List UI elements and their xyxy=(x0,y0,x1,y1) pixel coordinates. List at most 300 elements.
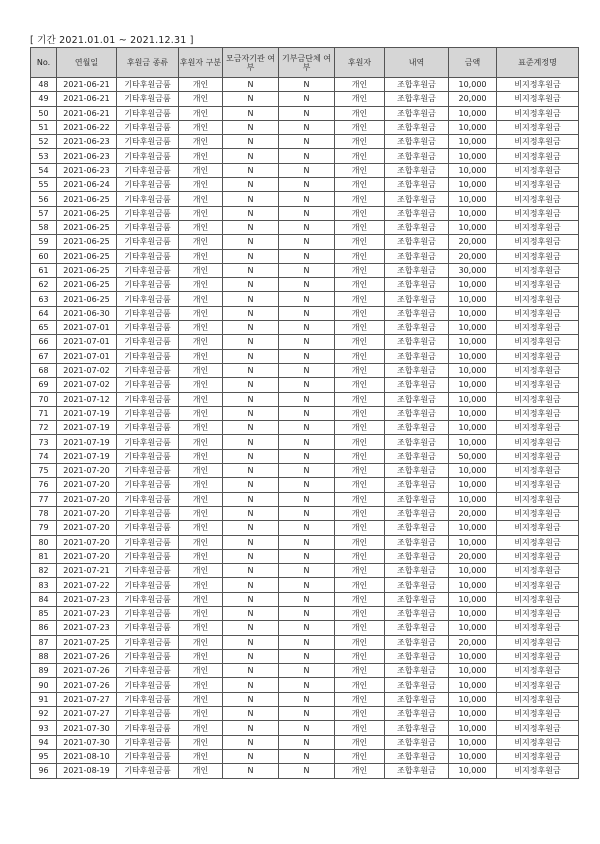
cell-details: 조합후원금 xyxy=(385,449,449,463)
cell-fundraiser-org: N xyxy=(223,263,279,277)
cell-donor: 개인 xyxy=(335,278,385,292)
cell-account-name: 비지정후원금 xyxy=(497,263,579,277)
cell-fundraiser-org: N xyxy=(223,521,279,535)
cell-donation-group: N xyxy=(279,692,335,706)
cell-fundraiser-org: N xyxy=(223,735,279,749)
cell-amount: 10,000 xyxy=(449,335,497,349)
cell-date: 2021-07-01 xyxy=(57,349,117,363)
cell-date: 2021-07-20 xyxy=(57,506,117,520)
cell-donation-type: 기타후원금품 xyxy=(117,235,179,249)
cell-no: 82 xyxy=(31,564,57,578)
header-no: No. xyxy=(31,48,57,78)
cell-donor-category: 개인 xyxy=(179,392,223,406)
cell-donor: 개인 xyxy=(335,606,385,620)
cell-fundraiser-org: N xyxy=(223,192,279,206)
cell-no: 73 xyxy=(31,435,57,449)
cell-no: 72 xyxy=(31,421,57,435)
cell-no: 84 xyxy=(31,592,57,606)
cell-amount: 10,000 xyxy=(449,521,497,535)
cell-details: 조합후원금 xyxy=(385,621,449,635)
cell-date: 2021-07-23 xyxy=(57,606,117,620)
cell-amount: 10,000 xyxy=(449,649,497,663)
cell-details: 조합후원금 xyxy=(385,235,449,249)
table-row xyxy=(31,749,579,763)
cell-fundraiser-org: N xyxy=(223,578,279,592)
cell-amount: 20,000 xyxy=(449,235,497,249)
cell-date: 2021-07-02 xyxy=(57,378,117,392)
cell-amount: 50,000 xyxy=(449,449,497,463)
cell-amount: 10,000 xyxy=(449,206,497,220)
cell-donation-group: N xyxy=(279,635,335,649)
cell-donation-group: N xyxy=(279,378,335,392)
cell-donation-group: N xyxy=(279,421,335,435)
cell-donor-category: 개인 xyxy=(179,749,223,763)
cell-donation-type: 기타후원금품 xyxy=(117,635,179,649)
cell-donation-group: N xyxy=(279,349,335,363)
cell-date: 2021-06-25 xyxy=(57,235,117,249)
cell-details: 조합후원금 xyxy=(385,135,449,149)
cell-donation-group: N xyxy=(279,163,335,177)
cell-donor: 개인 xyxy=(335,106,385,120)
cell-fundraiser-org: N xyxy=(223,564,279,578)
cell-account-name: 비지정후원금 xyxy=(497,178,579,192)
cell-fundraiser-org: N xyxy=(223,106,279,120)
cell-no: 49 xyxy=(31,92,57,106)
cell-donor-category: 개인 xyxy=(179,735,223,749)
table-row xyxy=(31,621,579,635)
cell-date: 2021-07-02 xyxy=(57,363,117,377)
cell-fundraiser-org: N xyxy=(223,406,279,420)
cell-details: 조합후원금 xyxy=(385,521,449,535)
cell-fundraiser-org: N xyxy=(223,592,279,606)
cell-donor: 개인 xyxy=(335,335,385,349)
cell-donor: 개인 xyxy=(335,592,385,606)
cell-donor-category: 개인 xyxy=(179,220,223,234)
cell-amount: 10,000 xyxy=(449,363,497,377)
cell-account-name: 비지정후원금 xyxy=(497,492,579,506)
cell-donor-category: 개인 xyxy=(179,306,223,320)
cell-donor-category: 개인 xyxy=(179,721,223,735)
cell-fundraiser-org: N xyxy=(223,621,279,635)
cell-details: 조합후원금 xyxy=(385,206,449,220)
cell-amount: 20,000 xyxy=(449,249,497,263)
cell-fundraiser-org: N xyxy=(223,392,279,406)
cell-donation-type: 기타후원금품 xyxy=(117,492,179,506)
table-row xyxy=(31,292,579,306)
cell-donation-type: 기타후원금품 xyxy=(117,578,179,592)
cell-details: 조합후원금 xyxy=(385,506,449,520)
cell-donation-type: 기타후원금품 xyxy=(117,464,179,478)
cell-details: 조합후원금 xyxy=(385,178,449,192)
cell-details: 조합후원금 xyxy=(385,492,449,506)
cell-account-name: 비지정후원금 xyxy=(497,163,579,177)
cell-no: 62 xyxy=(31,278,57,292)
cell-donation-type: 기타후원금품 xyxy=(117,392,179,406)
cell-donation-group: N xyxy=(279,306,335,320)
cell-donation-group: N xyxy=(279,578,335,592)
cell-account-name: 비지정후원금 xyxy=(497,606,579,620)
cell-donor-category: 개인 xyxy=(179,564,223,578)
cell-donor: 개인 xyxy=(335,349,385,363)
cell-account-name: 비지정후원금 xyxy=(497,635,579,649)
cell-amount: 10,000 xyxy=(449,464,497,478)
cell-donation-group: N xyxy=(279,492,335,506)
cell-details: 조합후원금 xyxy=(385,321,449,335)
cell-account-name: 비지정후원금 xyxy=(497,363,579,377)
cell-donation-type: 기타후원금품 xyxy=(117,421,179,435)
table-row xyxy=(31,249,579,263)
cell-donation-type: 기타후원금품 xyxy=(117,321,179,335)
cell-account-name: 비지정후원금 xyxy=(497,292,579,306)
table-row xyxy=(31,649,579,663)
cell-donor: 개인 xyxy=(335,764,385,778)
cell-account-name: 비지정후원금 xyxy=(497,306,579,320)
cell-date: 2021-07-21 xyxy=(57,564,117,578)
cell-amount: 10,000 xyxy=(449,606,497,620)
cell-no: 81 xyxy=(31,549,57,563)
cell-details: 조합후원금 xyxy=(385,192,449,206)
cell-donation-type: 기타후원금품 xyxy=(117,78,179,92)
cell-account-name: 비지정후원금 xyxy=(497,521,579,535)
cell-date: 2021-07-19 xyxy=(57,406,117,420)
cell-donor: 개인 xyxy=(335,163,385,177)
cell-date: 2021-07-20 xyxy=(57,535,117,549)
table-row xyxy=(31,263,579,277)
cell-amount: 10,000 xyxy=(449,578,497,592)
cell-donation-group: N xyxy=(279,206,335,220)
cell-amount: 10,000 xyxy=(449,707,497,721)
cell-no: 50 xyxy=(31,106,57,120)
cell-donation-type: 기타후원금품 xyxy=(117,92,179,106)
cell-donor-category: 개인 xyxy=(179,206,223,220)
cell-fundraiser-org: N xyxy=(223,163,279,177)
cell-fundraiser-org: N xyxy=(223,721,279,735)
table-row xyxy=(31,349,579,363)
cell-details: 조합후원금 xyxy=(385,606,449,620)
cell-donor-category: 개인 xyxy=(179,263,223,277)
cell-account-name: 비지정후원금 xyxy=(497,735,579,749)
cell-amount: 10,000 xyxy=(449,178,497,192)
cell-donation-group: N xyxy=(279,220,335,234)
cell-donation-group: N xyxy=(279,592,335,606)
cell-donor-category: 개인 xyxy=(179,764,223,778)
cell-donation-type: 기타후원금품 xyxy=(117,349,179,363)
cell-donor-category: 개인 xyxy=(179,149,223,163)
cell-date: 2021-07-30 xyxy=(57,735,117,749)
cell-donation-type: 기타후원금품 xyxy=(117,263,179,277)
cell-amount: 10,000 xyxy=(449,478,497,492)
cell-donation-group: N xyxy=(279,235,335,249)
cell-fundraiser-org: N xyxy=(223,220,279,234)
cell-donor-category: 개인 xyxy=(179,535,223,549)
cell-no: 51 xyxy=(31,120,57,134)
cell-donation-type: 기타후원금품 xyxy=(117,649,179,663)
cell-donor-category: 개인 xyxy=(179,506,223,520)
table-row xyxy=(31,178,579,192)
cell-donation-group: N xyxy=(279,521,335,535)
cell-no: 79 xyxy=(31,521,57,535)
cell-no: 66 xyxy=(31,335,57,349)
cell-date: 2021-08-19 xyxy=(57,764,117,778)
cell-account-name: 비지정후원금 xyxy=(497,249,579,263)
cell-donation-type: 기타후원금품 xyxy=(117,206,179,220)
cell-details: 조합후원금 xyxy=(385,664,449,678)
cell-no: 68 xyxy=(31,363,57,377)
cell-date: 2021-07-01 xyxy=(57,321,117,335)
cell-donor: 개인 xyxy=(335,492,385,506)
cell-account-name: 비지정후원금 xyxy=(497,721,579,735)
cell-donation-group: N xyxy=(279,735,335,749)
cell-donor-category: 개인 xyxy=(179,521,223,535)
header-account-name: 표준계정명 xyxy=(497,48,579,78)
cell-date: 2021-07-20 xyxy=(57,478,117,492)
cell-amount: 10,000 xyxy=(449,120,497,134)
cell-donation-group: N xyxy=(279,321,335,335)
cell-account-name: 비지정후원금 xyxy=(497,549,579,563)
cell-date: 2021-06-25 xyxy=(57,249,117,263)
cell-details: 조합후원금 xyxy=(385,120,449,134)
header-donor: 후원자 xyxy=(335,48,385,78)
cell-donation-type: 기타후원금품 xyxy=(117,749,179,763)
cell-details: 조합후원금 xyxy=(385,149,449,163)
cell-donation-type: 기타후원금품 xyxy=(117,278,179,292)
cell-no: 60 xyxy=(31,249,57,263)
cell-no: 48 xyxy=(31,78,57,92)
cell-donor-category: 개인 xyxy=(179,106,223,120)
table-row xyxy=(31,363,579,377)
cell-fundraiser-org: N xyxy=(223,707,279,721)
cell-details: 조합후원금 xyxy=(385,635,449,649)
cell-date: 2021-07-19 xyxy=(57,421,117,435)
cell-no: 90 xyxy=(31,678,57,692)
table-row xyxy=(31,149,579,163)
cell-donation-group: N xyxy=(279,406,335,420)
cell-donor-category: 개인 xyxy=(179,378,223,392)
cell-amount: 10,000 xyxy=(449,106,497,120)
cell-details: 조합후원금 xyxy=(385,735,449,749)
cell-no: 63 xyxy=(31,292,57,306)
cell-details: 조합후원금 xyxy=(385,707,449,721)
cell-account-name: 비지정후원금 xyxy=(497,535,579,549)
cell-amount: 10,000 xyxy=(449,764,497,778)
cell-fundraiser-org: N xyxy=(223,664,279,678)
cell-fundraiser-org: N xyxy=(223,535,279,549)
cell-details: 조합후원금 xyxy=(385,306,449,320)
cell-donation-group: N xyxy=(279,363,335,377)
cell-details: 조합후원금 xyxy=(385,749,449,763)
cell-donation-group: N xyxy=(279,435,335,449)
cell-amount: 10,000 xyxy=(449,278,497,292)
cell-fundraiser-org: N xyxy=(223,649,279,663)
cell-fundraiser-org: N xyxy=(223,678,279,692)
cell-donor-category: 개인 xyxy=(179,635,223,649)
cell-no: 83 xyxy=(31,578,57,592)
cell-amount: 10,000 xyxy=(449,392,497,406)
table-row xyxy=(31,449,579,463)
cell-date: 2021-07-23 xyxy=(57,621,117,635)
cell-date: 2021-06-25 xyxy=(57,220,117,234)
table-row xyxy=(31,306,579,320)
cell-date: 2021-06-30 xyxy=(57,306,117,320)
cell-amount: 10,000 xyxy=(449,621,497,635)
cell-details: 조합후원금 xyxy=(385,549,449,563)
cell-details: 조합후원금 xyxy=(385,421,449,435)
cell-donor-category: 개인 xyxy=(179,549,223,563)
header-donation-group: 기부금단체 여부 xyxy=(279,48,335,78)
cell-amount: 10,000 xyxy=(449,678,497,692)
header-amount: 금액 xyxy=(449,48,497,78)
cell-no: 69 xyxy=(31,378,57,392)
period-label: [ 기간 2021.01.01 ~ 2021.12.31 ] xyxy=(30,35,194,46)
cell-donor: 개인 xyxy=(335,506,385,520)
cell-date: 2021-06-23 xyxy=(57,135,117,149)
cell-account-name: 비지정후원금 xyxy=(497,335,579,349)
cell-no: 55 xyxy=(31,178,57,192)
cell-donation-group: N xyxy=(279,478,335,492)
cell-amount: 10,000 xyxy=(449,349,497,363)
donation-ledger-table xyxy=(30,47,579,779)
cell-donation-type: 기타후원금품 xyxy=(117,549,179,563)
cell-fundraiser-org: N xyxy=(223,206,279,220)
cell-donation-group: N xyxy=(279,535,335,549)
cell-donor-category: 개인 xyxy=(179,92,223,106)
cell-donor-category: 개인 xyxy=(179,606,223,620)
cell-donation-group: N xyxy=(279,564,335,578)
cell-donor-category: 개인 xyxy=(179,478,223,492)
table-row xyxy=(31,192,579,206)
cell-donation-group: N xyxy=(279,135,335,149)
header-donation-type: 후원금 종류 xyxy=(117,48,179,78)
table-row xyxy=(31,406,579,420)
cell-donation-group: N xyxy=(279,449,335,463)
cell-donation-group: N xyxy=(279,120,335,134)
cell-date: 2021-07-01 xyxy=(57,335,117,349)
cell-details: 조합후원금 xyxy=(385,249,449,263)
cell-donation-group: N xyxy=(279,678,335,692)
cell-details: 조합후원금 xyxy=(385,335,449,349)
cell-donation-type: 기타후원금품 xyxy=(117,764,179,778)
cell-no: 91 xyxy=(31,692,57,706)
cell-date: 2021-06-25 xyxy=(57,292,117,306)
cell-fundraiser-org: N xyxy=(223,135,279,149)
cell-donation-type: 기타후원금품 xyxy=(117,721,179,735)
cell-donation-group: N xyxy=(279,464,335,478)
cell-donation-type: 기타후원금품 xyxy=(117,163,179,177)
cell-donation-group: N xyxy=(279,664,335,678)
cell-donor-category: 개인 xyxy=(179,421,223,435)
cell-amount: 10,000 xyxy=(449,78,497,92)
cell-account-name: 비지정후원금 xyxy=(497,764,579,778)
cell-donor: 개인 xyxy=(335,564,385,578)
cell-amount: 20,000 xyxy=(449,549,497,563)
cell-donation-group: N xyxy=(279,292,335,306)
cell-donation-group: N xyxy=(279,278,335,292)
cell-fundraiser-org: N xyxy=(223,178,279,192)
cell-amount: 10,000 xyxy=(449,492,497,506)
table-row xyxy=(31,335,579,349)
cell-no: 94 xyxy=(31,735,57,749)
cell-date: 2021-07-27 xyxy=(57,707,117,721)
table-row xyxy=(31,521,579,535)
table-row xyxy=(31,478,579,492)
cell-account-name: 비지정후원금 xyxy=(497,649,579,663)
cell-date: 2021-07-26 xyxy=(57,678,117,692)
cell-date: 2021-07-19 xyxy=(57,449,117,463)
table-row xyxy=(31,549,579,563)
cell-donation-group: N xyxy=(279,249,335,263)
cell-account-name: 비지정후원금 xyxy=(497,206,579,220)
table-row xyxy=(31,664,579,678)
cell-account-name: 비지정후원금 xyxy=(497,106,579,120)
cell-donation-type: 기타후원금품 xyxy=(117,220,179,234)
cell-donor: 개인 xyxy=(335,692,385,706)
cell-fundraiser-org: N xyxy=(223,606,279,620)
cell-account-name: 비지정후원금 xyxy=(497,349,579,363)
cell-donation-group: N xyxy=(279,192,335,206)
cell-no: 80 xyxy=(31,535,57,549)
cell-account-name: 비지정후원금 xyxy=(497,92,579,106)
cell-details: 조합후원금 xyxy=(385,649,449,663)
cell-fundraiser-org: N xyxy=(223,292,279,306)
table-row xyxy=(31,321,579,335)
cell-details: 조합후원금 xyxy=(385,392,449,406)
cell-no: 52 xyxy=(31,135,57,149)
table-row xyxy=(31,278,579,292)
cell-no: 74 xyxy=(31,449,57,463)
cell-donor: 개인 xyxy=(335,220,385,234)
table-row xyxy=(31,421,579,435)
cell-donor-category: 개인 xyxy=(179,135,223,149)
cell-donation-group: N xyxy=(279,721,335,735)
cell-account-name: 비지정후원금 xyxy=(497,464,579,478)
cell-fundraiser-org: N xyxy=(223,449,279,463)
cell-donation-type: 기타후원금품 xyxy=(117,678,179,692)
cell-account-name: 비지정후원금 xyxy=(497,678,579,692)
cell-date: 2021-07-25 xyxy=(57,635,117,649)
cell-date: 2021-07-20 xyxy=(57,549,117,563)
cell-donor: 개인 xyxy=(335,621,385,635)
cell-donation-type: 기타후원금품 xyxy=(117,106,179,120)
cell-details: 조합후원금 xyxy=(385,163,449,177)
cell-date: 2021-08-10 xyxy=(57,749,117,763)
cell-details: 조합후원금 xyxy=(385,692,449,706)
cell-account-name: 비지정후원금 xyxy=(497,478,579,492)
cell-no: 76 xyxy=(31,478,57,492)
cell-donor-category: 개인 xyxy=(179,435,223,449)
cell-donor-category: 개인 xyxy=(179,707,223,721)
cell-donation-type: 기타후원금품 xyxy=(117,535,179,549)
header-fundraiser-org: 모금자기관 여부 xyxy=(223,48,279,78)
cell-date: 2021-06-22 xyxy=(57,120,117,134)
cell-amount: 10,000 xyxy=(449,721,497,735)
cell-details: 조합후원금 xyxy=(385,106,449,120)
cell-donor-category: 개인 xyxy=(179,664,223,678)
cell-details: 조합후원금 xyxy=(385,678,449,692)
cell-amount: 10,000 xyxy=(449,749,497,763)
cell-amount: 20,000 xyxy=(449,92,497,106)
cell-donor: 개인 xyxy=(335,678,385,692)
cell-amount: 10,000 xyxy=(449,435,497,449)
cell-account-name: 비지정후원금 xyxy=(497,692,579,706)
cell-donor: 개인 xyxy=(335,478,385,492)
cell-date: 2021-06-25 xyxy=(57,278,117,292)
cell-donation-group: N xyxy=(279,506,335,520)
cell-donor: 개인 xyxy=(335,120,385,134)
cell-donation-group: N xyxy=(279,335,335,349)
table-row xyxy=(31,163,579,177)
cell-details: 조합후원금 xyxy=(385,435,449,449)
cell-details: 조합후원금 xyxy=(385,406,449,420)
